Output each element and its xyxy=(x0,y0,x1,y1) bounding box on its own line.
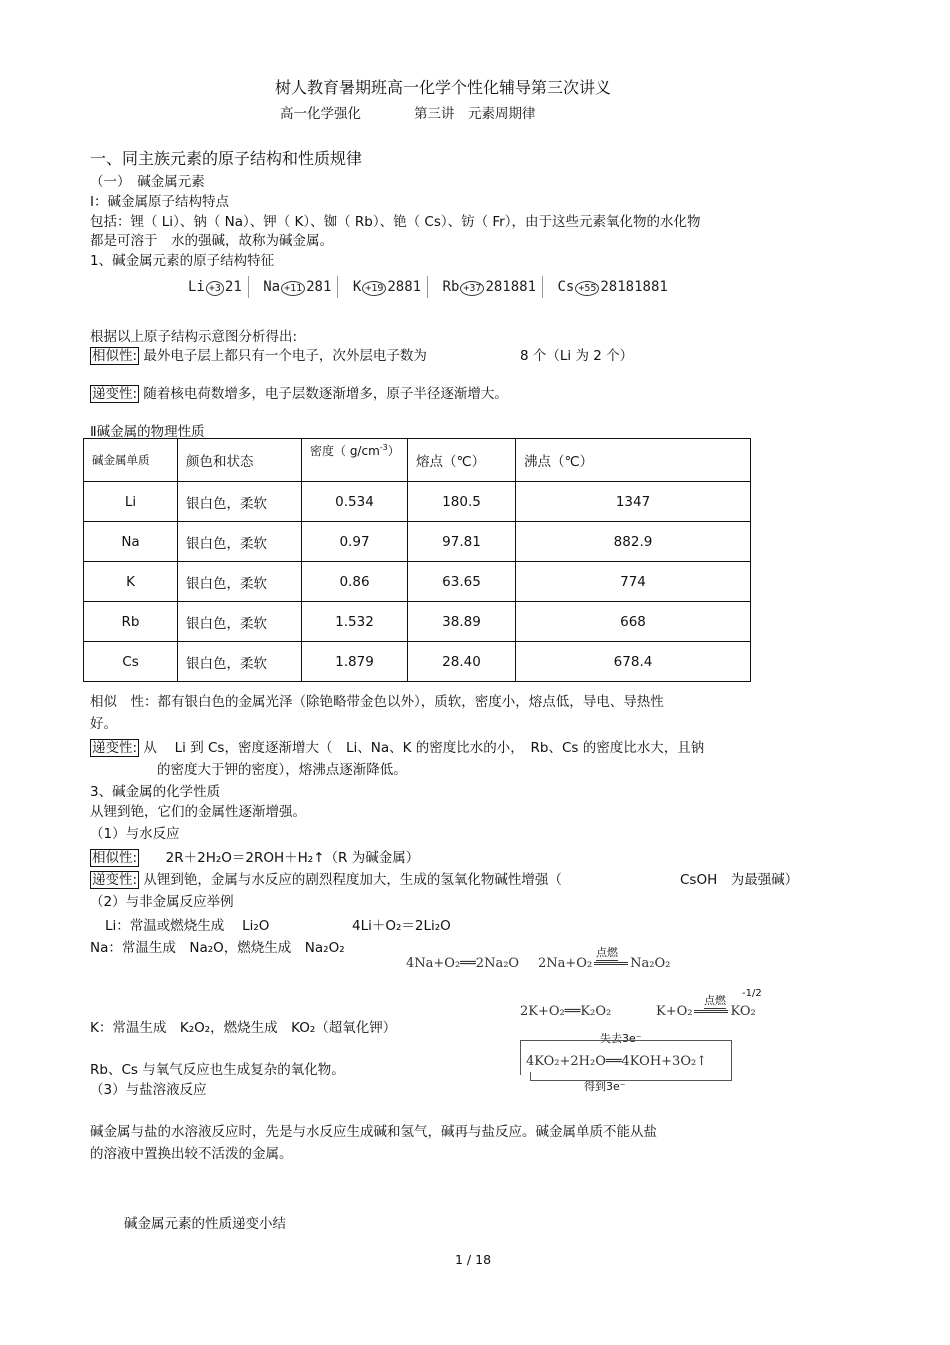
similarity-text: 最外电子层上都只有一个电子，次外层电子数为 xyxy=(143,348,427,364)
analysis-text: 根据以上原子结构示意图分析得出: xyxy=(90,329,298,345)
ko2-water-equation: 4KO₂+2H₂O══4KOH+3O₂↑ xyxy=(526,1054,708,1069)
cell-state: 银白色，柔软 xyxy=(178,562,302,602)
atom-rb: Rb +37 281881 xyxy=(442,279,537,295)
water-equation: 2R＋2H₂O＝2ROH＋H₂↑（R 为碱金属） xyxy=(165,850,420,866)
summary-heading: 碱金属元素的性质递变小结 xyxy=(124,1216,286,1232)
table-header-row xyxy=(84,439,751,482)
section-heading: 一、同主族元素的原子结构和性质规律 xyxy=(90,149,363,168)
cell-melting-point: 38.89 xyxy=(408,602,516,642)
cell-element: K xyxy=(84,562,178,602)
cell-state: 银白色，柔软 xyxy=(178,522,302,562)
k-ignite-label: 点燃 xyxy=(704,994,726,1007)
physical-similarity-line-1: 相似 性：都有银白色的金属光泽（除铯略带金色以外），质软，密度小，熔点低，导电、导热性 xyxy=(90,694,664,710)
header-state: 颜色和状态 xyxy=(178,439,302,482)
rb-cs-line: Rb、Cs 与氧气反应也生成复杂的氧化物。 xyxy=(90,1062,345,1078)
cell-density: 1.879 xyxy=(302,642,408,682)
subsection-heading: （一） 碱金属元素 xyxy=(90,174,205,190)
atom-na: Na +11 281 xyxy=(263,279,332,295)
similarity-row xyxy=(90,344,427,364)
k-valence: -1/2 xyxy=(742,988,762,999)
gradient-text: 随着核电荷数增多，电子层数逐渐增多，原子半径逐渐增大。 xyxy=(143,386,508,402)
cell-boiling-point: 774 xyxy=(516,562,751,602)
cell-boiling-point: 882.9 xyxy=(516,522,751,562)
cell-melting-point: 28.40 xyxy=(408,642,516,682)
k-equation-1: 2K+O₂══K₂O₂ xyxy=(520,1004,612,1019)
electron-gained-label: 得到3e⁻ xyxy=(584,1080,626,1093)
atom-structure-diagrams xyxy=(188,276,668,298)
physical-gradient-row xyxy=(90,736,704,756)
subtitle-left: 高一化学强化 xyxy=(280,106,361,122)
water-reaction-heading: （1）与水反应 xyxy=(90,826,180,842)
table-row xyxy=(84,522,751,562)
cell-state: 银白色，柔软 xyxy=(178,642,302,682)
cell-state: 银白色，柔软 xyxy=(178,602,302,642)
cell-element: Na xyxy=(84,522,178,562)
cell-melting-point: 97.81 xyxy=(408,522,516,562)
chem-gradient-tail: CsOH 为最强碱） xyxy=(680,872,799,888)
cell-density: 0.86 xyxy=(302,562,408,602)
nonmetal-heading: （2）与非金属反应举例 xyxy=(90,894,234,910)
header-element: 碱金属单质 xyxy=(84,439,178,482)
physical-heading: Ⅱ碱金属的物理性质 xyxy=(90,424,205,440)
gradient-row xyxy=(90,382,508,402)
cell-boiling-point: 668 xyxy=(516,602,751,642)
similarity-label: 相似性: xyxy=(92,348,138,364)
page-number: 1 / 18 xyxy=(455,1252,492,1267)
table-row xyxy=(84,642,751,682)
similarity-tail: 8 个（Li 为 2 个） xyxy=(520,348,634,364)
cell-element: Li xyxy=(84,482,178,522)
table-row xyxy=(84,562,751,602)
subtitle-right: 第三讲 元素周期律 xyxy=(414,106,536,122)
li-line: Li：常温或燃烧生成 Li₂O xyxy=(105,918,270,934)
salt-heading: （3）与盐溶液反应 xyxy=(90,1082,207,1098)
na-equation-2: 2Na+O₂ Na₂O₂ xyxy=(538,956,671,971)
header-melting-point: 熔点（℃） xyxy=(408,439,516,482)
cell-melting-point: 63.65 xyxy=(408,562,516,602)
gradient-label: 递变性: xyxy=(92,386,138,402)
chem-similarity-label: 相似性: xyxy=(92,850,138,866)
na-ignite-label: 点燃 xyxy=(596,946,618,959)
electron-gain-bracket xyxy=(530,1072,732,1081)
physical-properties-table xyxy=(83,438,751,682)
atom-li: Li +3 21 xyxy=(188,279,242,295)
cell-density: 0.534 xyxy=(302,482,408,522)
cell-boiling-point: 678.4 xyxy=(516,642,751,682)
salt-line-2: 的溶液中置换出较不活泼的金属。 xyxy=(90,1146,293,1162)
electron-lost-label: 失去3e⁻ xyxy=(600,1032,642,1045)
chem-gradient-label: 递变性: xyxy=(92,872,138,888)
chem-gradient-row xyxy=(90,868,562,888)
atom-cs: Cs +55 28181881 xyxy=(557,279,668,295)
physical-gradient-line-2: 的密度大于钾的密度），熔沸点逐渐降低。 xyxy=(157,762,407,778)
chem-gradient-text: 从锂到铯，金属与水反应的剧烈程度加大，生成的氢氧化物碱性增强（ xyxy=(143,872,562,888)
table-row xyxy=(84,602,751,642)
chemical-heading: 3、碱金属的化学性质 xyxy=(90,784,221,800)
atom-k: K +19 2881 xyxy=(352,279,422,295)
includes-line-2: 都是可溶于 水的强碱，故称为碱金属。 xyxy=(90,233,333,249)
cell-density: 1.532 xyxy=(302,602,408,642)
cell-state: 银白色，柔软 xyxy=(178,482,302,522)
salt-line-1: 碱金属与盐的水溶液反应时，先是与水反应生成碱和氢气，碱再与盐反应。碱金属单质不能从盐 xyxy=(90,1124,657,1140)
cell-melting-point: 180.5 xyxy=(408,482,516,522)
item-heading: 1、碱金属元素的原子结构特征 xyxy=(90,253,275,269)
page-title: 树人教育暑期班高一化学个性化辅导第三次讲义 xyxy=(275,78,612,97)
chem-similarity-row xyxy=(90,846,419,866)
k-equation-2: K+O₂ KO₂ xyxy=(656,1004,756,1019)
physical-gradient-line-1: 从 Li 到 Cs，密度逐渐增大（ Li、Na、K 的密度比水的小， Rb、Cs 的密度比水大，且钠 xyxy=(143,740,705,756)
header-boiling-point: 沸点（℃） xyxy=(516,439,751,482)
na-equation-1: 4Na+O₂══2Na₂O xyxy=(406,956,520,971)
physical-similarity-line-2: 好。 xyxy=(90,716,117,732)
chemical-intro: 从锂到铯，它们的金属性逐渐增强。 xyxy=(90,804,306,820)
k-line: K：常温生成 K₂O₂，燃烧生成 KO₂（超氧化钾） xyxy=(90,1020,397,1036)
li-equation: 4Li＋O₂＝2Li₂O xyxy=(352,918,451,934)
cell-element: Rb xyxy=(84,602,178,642)
physical-gradient-label: 递变性: xyxy=(92,740,138,756)
cell-boiling-point: 1347 xyxy=(516,482,751,522)
header-density: 密度（ $g/cm^{-3}$） xyxy=(302,439,408,482)
cell-density: 0.97 xyxy=(302,522,408,562)
part-heading: Ⅰ：碱金属原子结构特点 xyxy=(90,194,229,210)
table-row xyxy=(84,482,751,522)
na-line: Na：常温生成 Na₂O，燃烧生成 Na₂O₂ xyxy=(90,940,345,956)
includes-line-1: 包括：锂（ Li）、钠（ Na）、钾（ K）、铷（ Rb）、铯（ Cs）、钫（ Fr），由于这些元素氧化物的水化物 xyxy=(90,214,701,230)
cell-element: Cs xyxy=(84,642,178,682)
